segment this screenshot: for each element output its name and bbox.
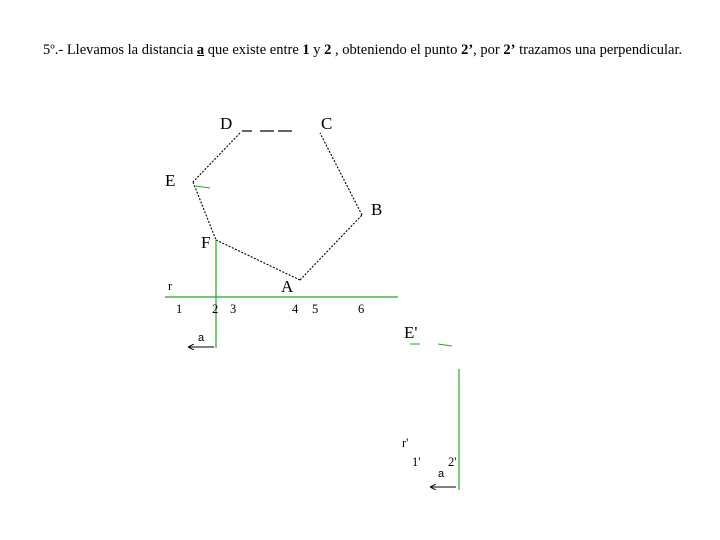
tick-label-3: 3 bbox=[230, 302, 237, 316]
caption-distance-letter: a bbox=[196, 42, 205, 58]
vertex-label-f: F bbox=[201, 233, 211, 252]
point-label-2-prime: 2' bbox=[448, 455, 457, 469]
e-tick bbox=[196, 186, 210, 188]
caption-point-2: 2 bbox=[324, 42, 332, 58]
line-label-r: r bbox=[168, 279, 173, 293]
distance-a-label: a bbox=[198, 332, 205, 344]
vertex-label-b: B bbox=[371, 200, 383, 219]
edge-d-e bbox=[193, 133, 240, 182]
caption-part1: 5º.- Llevamos la distancia bbox=[43, 42, 197, 58]
vertex-label-c: C bbox=[321, 114, 333, 133]
caption-point-2-prime-b: 2’ bbox=[503, 42, 516, 58]
point-label-1-prime: 1' bbox=[412, 455, 421, 469]
caption-part4: , obteniendo el punto bbox=[331, 42, 462, 58]
caption-part2: que existe entre bbox=[204, 42, 303, 58]
hexagon bbox=[193, 133, 362, 280]
edge-a-b bbox=[300, 215, 362, 280]
vertex-label-d: D bbox=[220, 114, 233, 133]
edge-e-f bbox=[193, 182, 216, 240]
caption-point-1: 1 bbox=[302, 42, 310, 58]
caption-point-2-prime: 2’ bbox=[461, 42, 474, 58]
point-label-e-prime: E' bbox=[404, 323, 418, 342]
tick-label-6: 6 bbox=[358, 302, 365, 316]
caption-part6: trazamos una perpendicular. bbox=[515, 42, 683, 58]
caption-part3: y bbox=[309, 42, 325, 58]
caption-part5: , por bbox=[473, 42, 504, 58]
distance-a-label-prime: a bbox=[438, 468, 445, 480]
line-label-r-prime: r' bbox=[402, 436, 409, 450]
edge-b-c bbox=[320, 133, 362, 215]
tick-label-1: 1 bbox=[176, 302, 183, 316]
edge-f-a bbox=[216, 240, 300, 280]
vertex-label-a: A bbox=[281, 277, 294, 296]
tick-label-5: 5 bbox=[312, 302, 319, 316]
vertex-label-e: E bbox=[165, 171, 176, 190]
e-prime-ticks bbox=[410, 344, 452, 346]
tick-label-2: 2 bbox=[212, 302, 219, 316]
tick-label-4: 4 bbox=[292, 302, 299, 316]
